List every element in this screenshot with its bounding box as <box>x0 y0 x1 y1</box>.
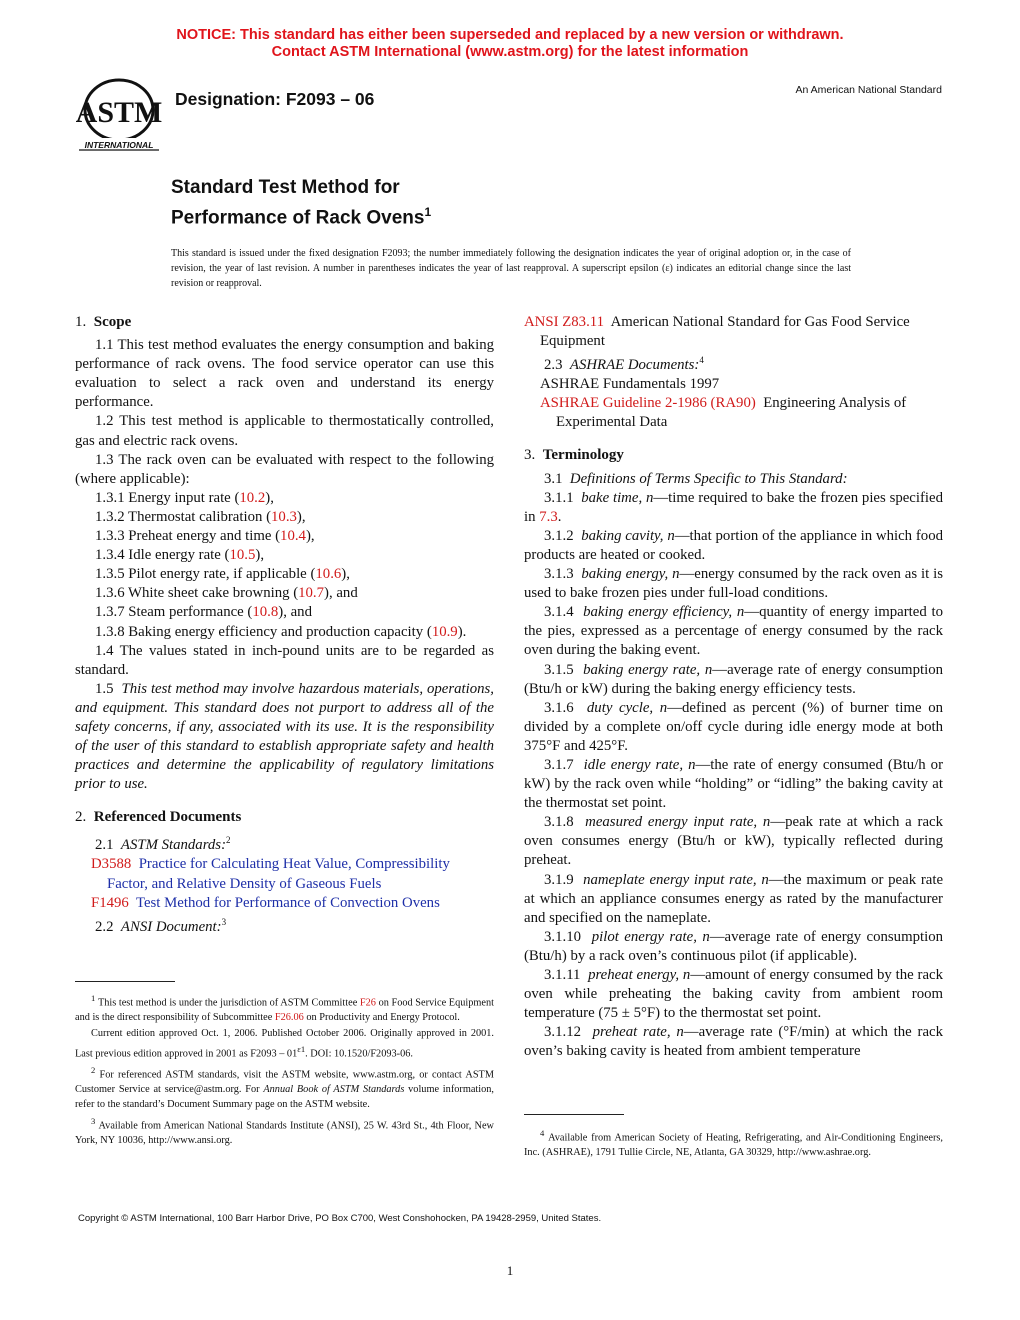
copyright-line: Copyright © ASTM International, 100 Barr Harbor Drive, PO Box C700, West Conshohocken, PA 19428-2959, United States. <box>78 1213 602 1224</box>
para-3-1: 3.1 Definitions of Terms Specific to This Standard: <box>544 470 848 487</box>
ref-title-link[interactable]: Practice for Calculating Heat Value, Compressibility Factor, and Relative Density of Gaseous Fuels <box>107 856 450 892</box>
ref-code-link[interactable]: ASHRAE Guideline 2-1986 (RA90) <box>540 395 756 412</box>
list-item: 1.3.5 Pilot energy rate, if applicable (10.6), <box>95 566 350 583</box>
list-item: 1.3.1 Energy input rate (10.2), <box>95 489 274 506</box>
section-1-heading: 1. Scope <box>75 314 132 330</box>
definition-item: 3.1.8 measured energy input rate, n—peak rate at which a rack oven consumes energy (Btu/h or kW), typically reflected during preheat. <box>524 814 943 869</box>
definition-item: 3.1.5 baking energy rate, n—average rate of energy consumption (Btu/h or kW) during the baking energy efficiency tests. <box>524 661 943 697</box>
definition-item: 3.1.3 baking energy, n—energy consumed by the rack oven as it is used to bake frozen pies under full-load conditions. <box>524 566 943 602</box>
section-2-heading: 2. Referenced Documents <box>75 809 242 826</box>
right-footnotes <box>524 1126 943 1162</box>
list-item: 1.3.3 Preheat energy and time (10.4), <box>95 528 315 545</box>
title-footnote-mark[interactable]: 1 <box>424 205 432 219</box>
definition-item: 3.1.12 preheat rate, n—average rate (°F/min) at which the rack oven’s baking cavity is heated from ambient temperature <box>524 1024 944 1060</box>
para-1-5: 1.5 This test method may involve hazardous materials, operations, and equipment. This standard does not purport to address all of the safety concerns, if any, associated with its use. It is the responsibility of the user of this standard to establish appropriate safety and health practices and determine the applicability of regulatory limitations prior to use. <box>75 680 494 793</box>
list-item: 1.3.4 Idle energy rate (10.5), <box>95 547 265 564</box>
xref-link[interactable]: 10.8 <box>252 604 279 621</box>
footnote-3: $^3$ Available from American National Standards Institute (ANSI), 25 W. 43rd St., 4th Floor, New York, NY 10036, http://www.ansi.org. <box>75 1115 494 1147</box>
xref-link[interactable]: 10.9 <box>431 623 458 640</box>
list-item: 1.3.7 Steam performance (10.8), and <box>95 604 312 621</box>
xref-link[interactable]: 10.6 <box>315 566 342 583</box>
logo-letters: ASTM <box>76 96 162 129</box>
para-2-3: 2.3 ASHRAE Documents:$^4$ <box>544 355 704 374</box>
list-item: 1.3.6 White sheet cake browning (10.7), and <box>95 585 358 602</box>
definition-item: 3.1.2 baking cavity, n—that portion of the appliance in which food products are heated or cooked. <box>524 527 943 563</box>
xref-link[interactable]: 10.4 <box>280 528 306 545</box>
definition-item: 3.1.10 pilot energy rate, n—average rate of energy consumption (Btu/h) by a rack oven’s continuous pilot (if applicable). <box>524 928 944 964</box>
astm-logo-icon <box>76 76 162 152</box>
definition-item: 3.1.11 preheat energy, n—amount of energy consumed by the rack oven while preheating the baking cavity from ambient room temperature (75 ± 5°F) to the thermostat set point. <box>524 967 943 1022</box>
xref-link[interactable]: 10.3 <box>271 508 297 525</box>
title-line-1: Standard Test Method for <box>171 177 400 198</box>
section-3-heading: 3. Terminology <box>524 447 624 464</box>
list-item: 1.3.2 Thermostat calibration (10.3), <box>95 508 306 525</box>
title-line-2: Performance of Rack Ovens$^1$ <box>171 205 432 229</box>
para-1-3: 1.3 The rack oven can be evaluated with respect to the following (where applicable): <box>75 451 494 487</box>
definition-item: 3.1.6 duty cycle, n—defined as percent (%) of burner time on divided by a complete on/off cycle during idle energy mode at both 375°F and 425°F. <box>524 699 943 754</box>
para-1-1: 1.1 This test method evaluates the energy consumption and baking performance of rack ovens. The food service operator can use this evaluation to select a rack oven and understand its energy performance. <box>75 337 494 411</box>
xref-link[interactable]: 10.7 <box>298 585 325 602</box>
withdrawal-notice <box>0 27 1020 61</box>
fn-link[interactable]: F26.06 <box>274 1012 304 1024</box>
issued-statement: This standard is issued under the fixed designation F2093; the number immediately following the designation indicates the year of original adoption or, in the case of revision, the year of last revision. A number in parentheses indicates the year of last reapproval. A superscript epsilon (ε) indicates an editorial change since the last revision or reapproval. <box>171 248 851 289</box>
para-2-2: 2.2 ANSI Document:$^3$ <box>95 916 227 935</box>
footnote-1: $^1$ This test method is under the jurisdiction of ASTM Committee F26 on Food Service Equipment and is the direct responsibility of Subcommittee F26.06 on Productivity and Energy Protocol. <box>75 993 494 1024</box>
notice-line-2: Contact ASTM International (www.astm.org) for the latest information <box>271 44 749 60</box>
ref-code-link[interactable]: F1496 <box>91 894 129 911</box>
left-footnotes <box>75 991 494 1150</box>
definition-item: 3.1.1 bake time, n—time required to bake the frozen pies specified in 7.3. <box>524 489 943 525</box>
footnote-2: $^2$ For referenced ASTM standards, visit the ASTM website, www.astm.org, or contact ASTM Customer Service at service@astm.org. For Annual Book of ASTM Standards volume information, refer to the standard’s Document Summary page on the ASTM website. <box>75 1065 495 1111</box>
definition-item: 3.1.7 idle energy rate, n—the rate of energy consumed (Btu/h or kW) by the rack oven while “holding” or “idling” the baking cavity at the thermostat set point. <box>524 756 944 812</box>
footnote-4: $^4$ Available from American Society of Heating, Refrigerating, and Air-Conditioning Engineers, Inc. (ASHRAE), 1791 Tullie Circle, NE, Atlanta, GA 30329, http://www.ashrae.org. <box>524 1128 943 1159</box>
para-2-1: 2.1 ASTM Standards:$^2$ <box>95 835 231 854</box>
list-item: 1.3.8 Baking energy efficiency and production capacity (10.9). <box>95 623 467 640</box>
ref-ansi: ANSI Z83.11 American National Standard for Gas Food Service Equipment <box>524 314 910 350</box>
ref-title-link[interactable]: Test Method for Performance of Convection Ovens <box>135 894 440 911</box>
logo-sub: INTERNATIONAL <box>84 140 154 150</box>
ref-code-link[interactable]: ANSI Z83.11 <box>524 314 605 330</box>
ref-ashrae-guideline: ASHRAE Guideline 2-1986 (RA90) Engineering Analysis of Experimental Data <box>540 395 907 431</box>
definition-item: 3.1.4 baking energy efficiency, n—quantity of energy imparted to the pies, expressed as a percentage of energy consumed by the rack oven during the baking event. <box>524 604 943 659</box>
footnote-rule-right <box>524 1114 624 1115</box>
ref-d3588 <box>75 855 494 893</box>
right-column <box>524 313 943 1061</box>
notice-line-1: NOTICE: This standard has either been superseded and replaced by a new version or withdrawn. <box>176 27 844 43</box>
designation: Designation: F2093 – 06 <box>175 89 375 109</box>
xref-link[interactable]: 10.5 <box>229 547 256 564</box>
xref-link[interactable]: 7.3 <box>539 508 558 525</box>
para-1-4: 1.4 The values stated in inch-pound units are to be regarded as standard. <box>75 642 494 678</box>
footnote-rule-left <box>75 981 175 982</box>
para-1-2: 1.2 This test method is applicable to thermostatically controlled, gas and electric rack ovens. <box>75 413 494 449</box>
scope-list <box>75 489 494 642</box>
document-title <box>171 175 431 230</box>
definition-item: 3.1.9 nameplate energy input rate, n—the maximum or peak rate at which an appliance consumes energy as rated by the manufacturer and specified on the nameplate. <box>524 871 944 926</box>
left-column <box>75 313 494 937</box>
page-number: 1 <box>506 1263 514 1278</box>
fn-link[interactable]: F26 <box>359 997 376 1009</box>
ref-ashrae-fundamentals: ASHRAE Fundamentals 1997 <box>540 376 720 393</box>
american-national-standard: An American National Standard <box>795 84 942 96</box>
xref-link[interactable]: 10.2 <box>239 489 266 506</box>
ref-code-link[interactable]: D3588 <box>91 856 132 873</box>
footnote-1-edition: Current edition approved Oct. 1, 2006. Published October 2006. Originally approved in 2001. Last previous edition approved in 2001 as $F2093 - 01^{\varepsilon 1}$. DOI: 10.1520/F2093-06. <box>75 1028 494 1060</box>
definitions-list <box>524 489 943 1062</box>
ref-f1496 <box>75 894 494 913</box>
